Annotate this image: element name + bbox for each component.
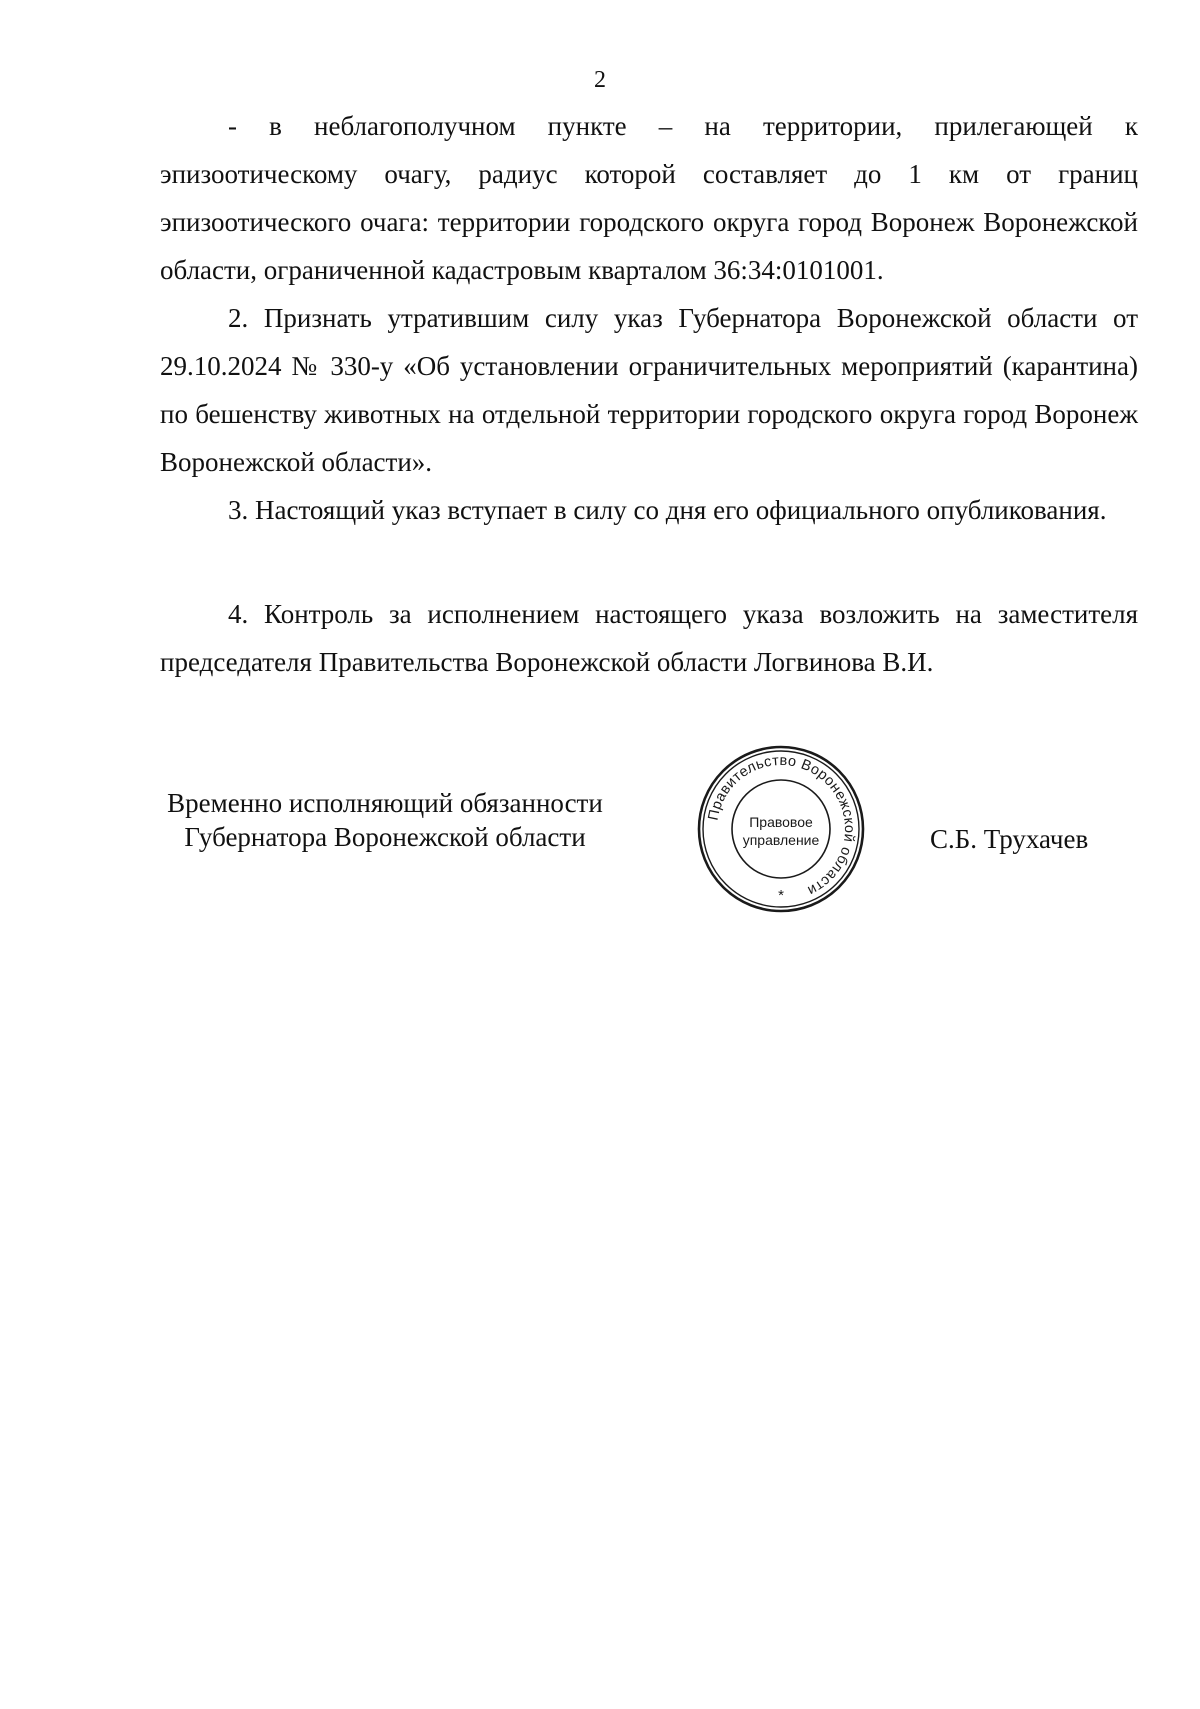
paragraph-territory: - в неблагополучном пункте – на территории, прилегающей к эпизоотическому очагу, радиус которой составляет до 1 км от границ эпизоотического очага: территории городского округа город Воронеж Воронежской области, ограниченной кадастровым кварталом 36:34:0101001. — [160, 111, 1138, 285]
official-stamp — [696, 744, 866, 914]
page-number: 2 — [594, 67, 606, 93]
stamp-star-mark: * — [778, 887, 784, 904]
signer-name: С.Б. Трухачев — [930, 824, 1089, 854]
paragraph-item-2: 2. Признать утратившим силу указ Губернатора Воронежской области от 29.10.2024 № 330-у «Об установлении ограничительных мероприятий (карантина) по бешенству животных на отдельной территории городского округа город Воронеж Воронежской области». — [160, 303, 1138, 477]
stamp-inner-text-1: Правовое — [749, 814, 813, 830]
stamp-outer-text: Правительство Воронежской области — [705, 752, 858, 899]
signatory-position — [150, 786, 620, 854]
paragraph-item-3: 3. Настоящий указ вступает в силу со дня его официального опубликования. — [228, 495, 1107, 525]
paragraph-item-4: 4. Контроль за исполнением настоящего указа возложить на заместителя председателя Правительства Воронежской области Логвинова В.И. — [160, 599, 1138, 677]
stamp-inner-text-2: управление — [742, 832, 820, 848]
signatory-position-line-2: Губернатора Воронежской области — [184, 822, 586, 852]
signatory-position-line-1: Временно исполняющий обязанности — [167, 788, 603, 818]
